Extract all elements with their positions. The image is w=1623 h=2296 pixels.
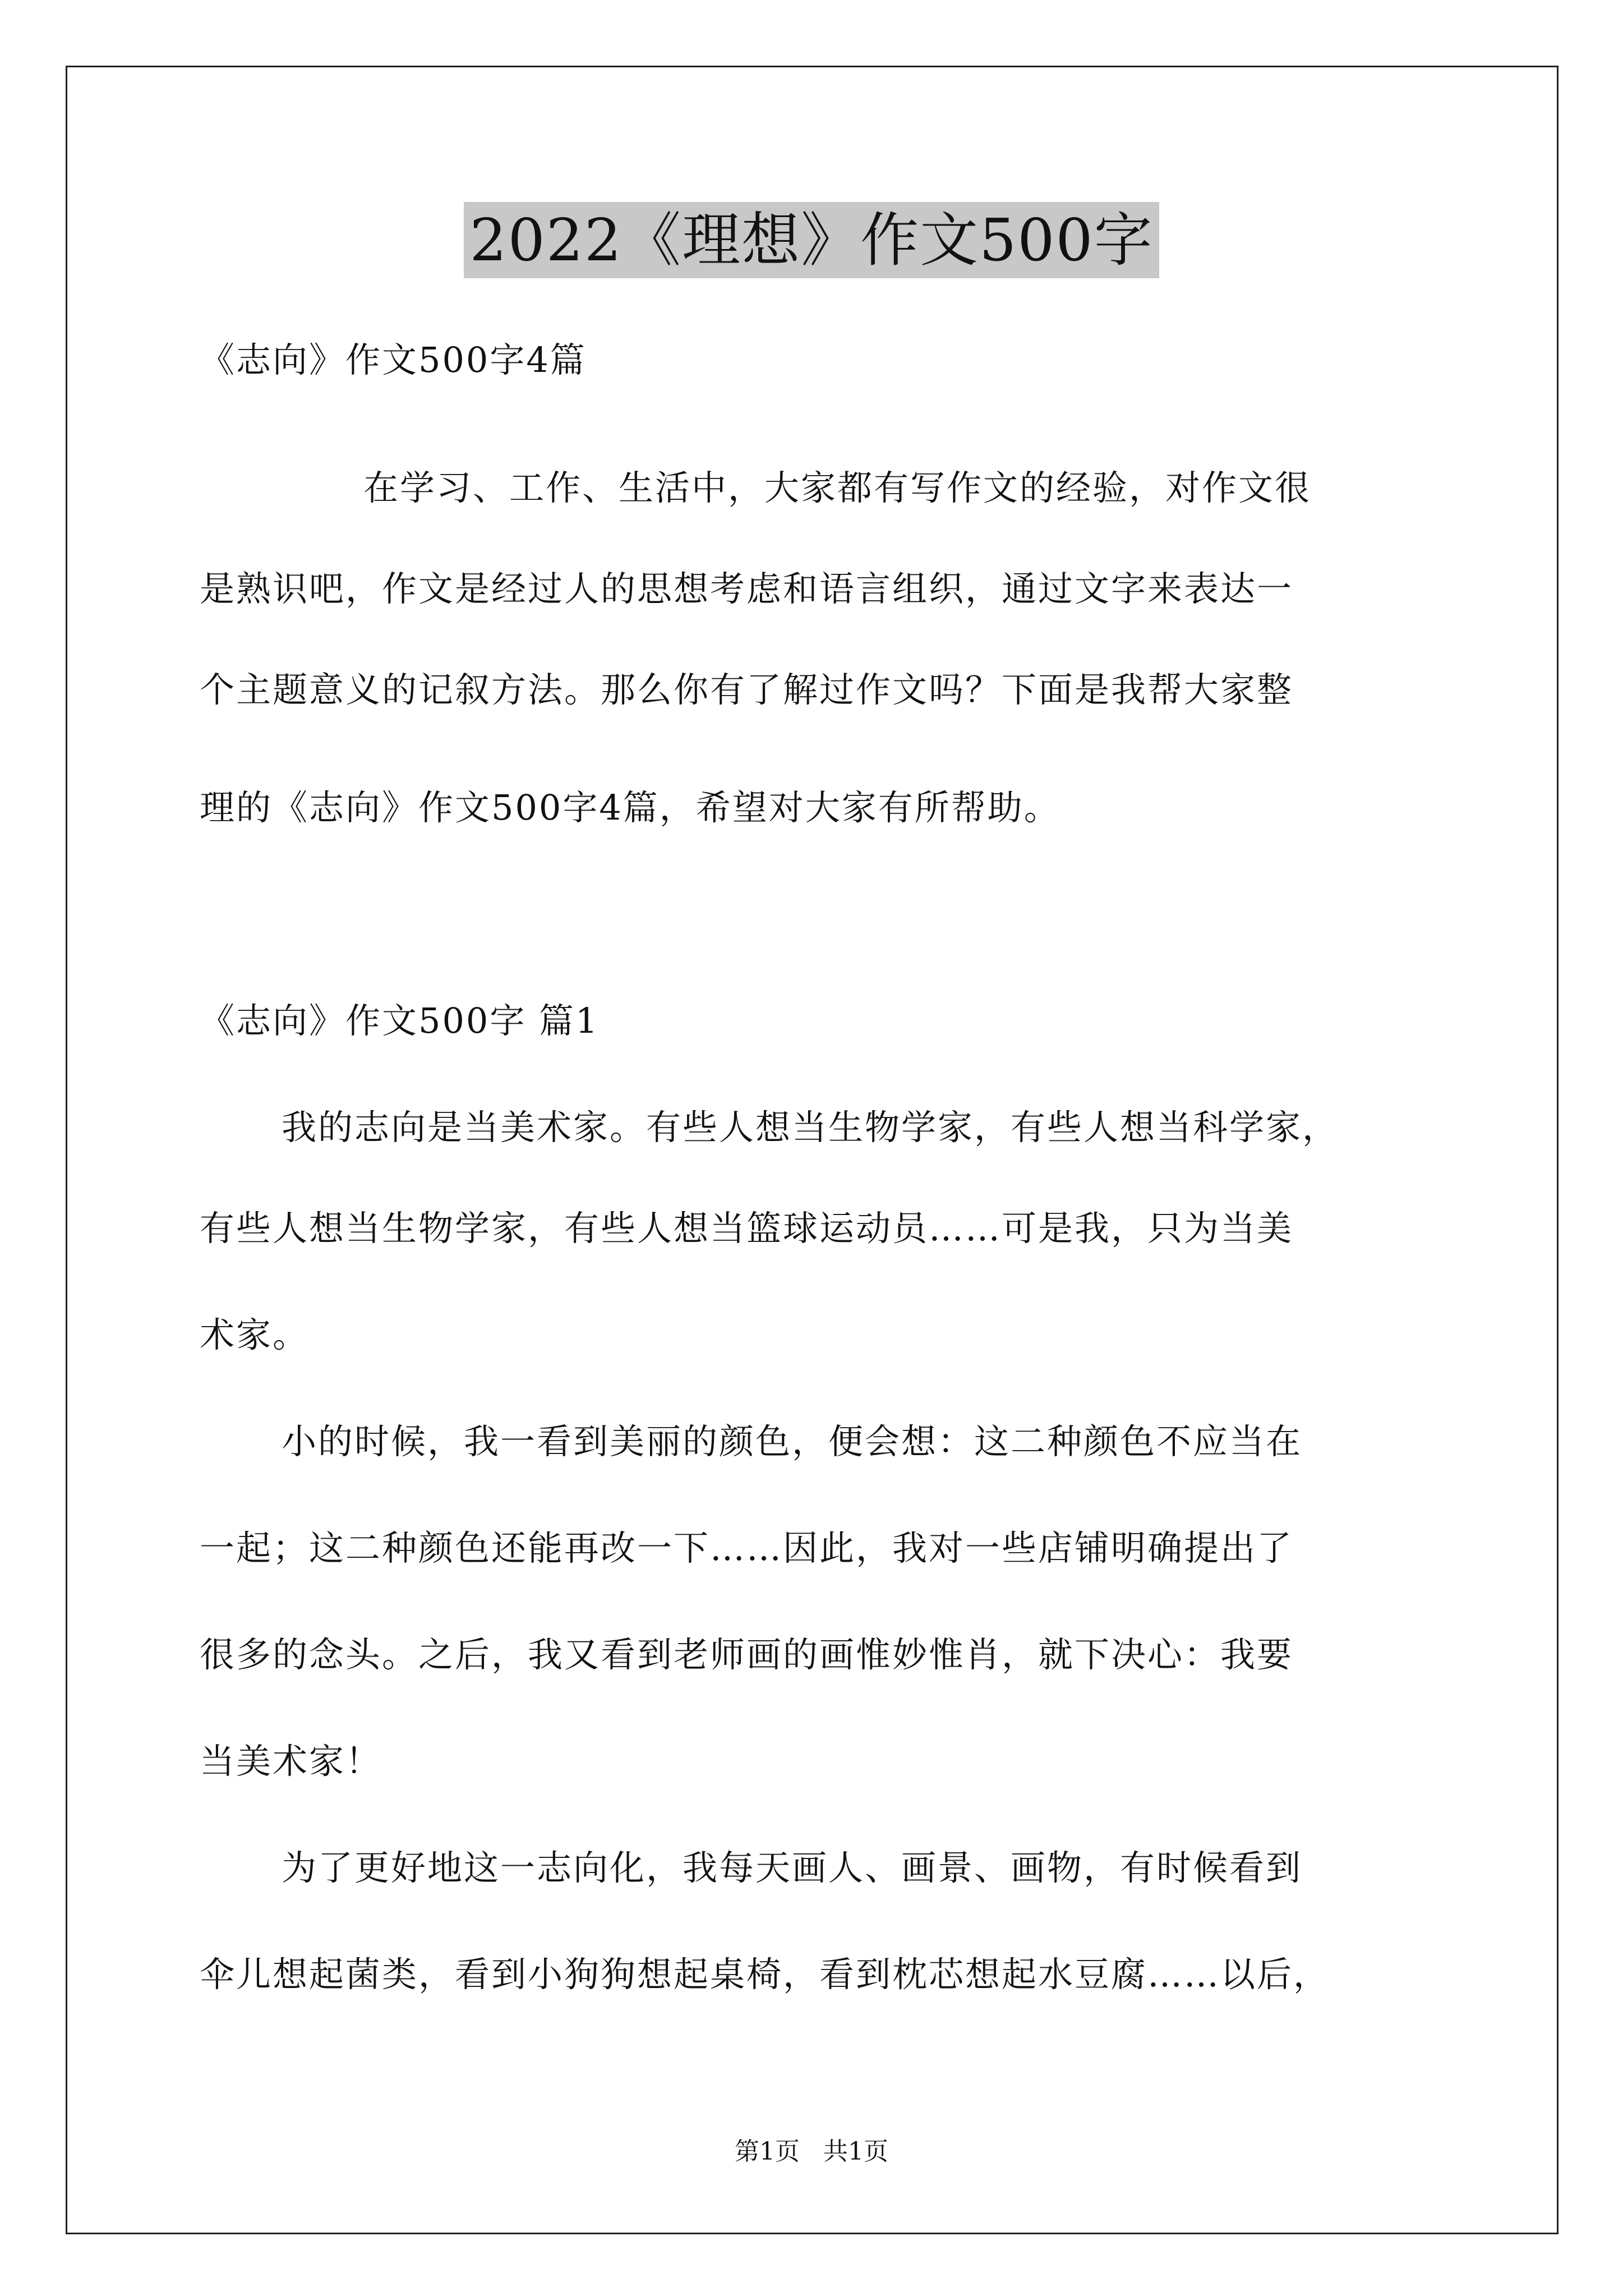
subtitle-line: 《志向》作文500字4篇	[200, 339, 587, 380]
page-footer: 第1页 共1页	[735, 2137, 888, 2166]
body-paragraph-line: 伞儿想起菌类，看到小狗狗想起桌椅，看到枕芯想起水豆腐……以后，	[200, 1954, 1330, 1995]
page-border	[66, 66, 1559, 2234]
body-paragraph-line: 一起；这二种颜色还能再改一下……因此，我对一些店铺明确提出了	[200, 1527, 1294, 1568]
body-paragraph-line: 我的志向是当美术家。有些人想当生物学家，有些人想当科学家，	[282, 1107, 1339, 1148]
document-title: 2022《理想》作文500字	[464, 202, 1159, 278]
intro-paragraph-line: 理的《志向》作文500字4篇，希望对大家有所帮助。	[200, 787, 1061, 828]
body-paragraph-line: 有些人想当生物学家，有些人想当篮球运动员……可是我，只为当美	[200, 1208, 1294, 1249]
body-paragraph-line: 很多的念头。之后，我又看到老师画的画惟妙惟肖，就下决心：我要	[200, 1634, 1294, 1675]
intro-paragraph-line: 个主题意义的记叙方法。那么你有了解过作文吗？下面是我帮大家整	[200, 669, 1294, 710]
intro-paragraph-line: 在学习、工作、生活中，大家都有写作文的经验，对作文很	[363, 467, 1312, 508]
body-paragraph-line: 术家。	[200, 1314, 310, 1355]
intro-paragraph-line: 是熟识吧，作文是经过人的思想考虑和语言组织，通过文字来表达一	[200, 568, 1294, 609]
body-paragraph-line: 当美术家！	[200, 1741, 382, 1782]
body-paragraph-line: 为了更好地这一志向化，我每天画人、画景、画物，有时候看到	[282, 1847, 1303, 1888]
title-container	[0, 202, 1623, 278]
body-paragraph-line: 小的时候，我一看到美丽的颜色，便会想：这二种颜色不应当在	[282, 1421, 1303, 1462]
section-heading: 《志向》作文500字 篇1	[200, 1000, 600, 1041]
